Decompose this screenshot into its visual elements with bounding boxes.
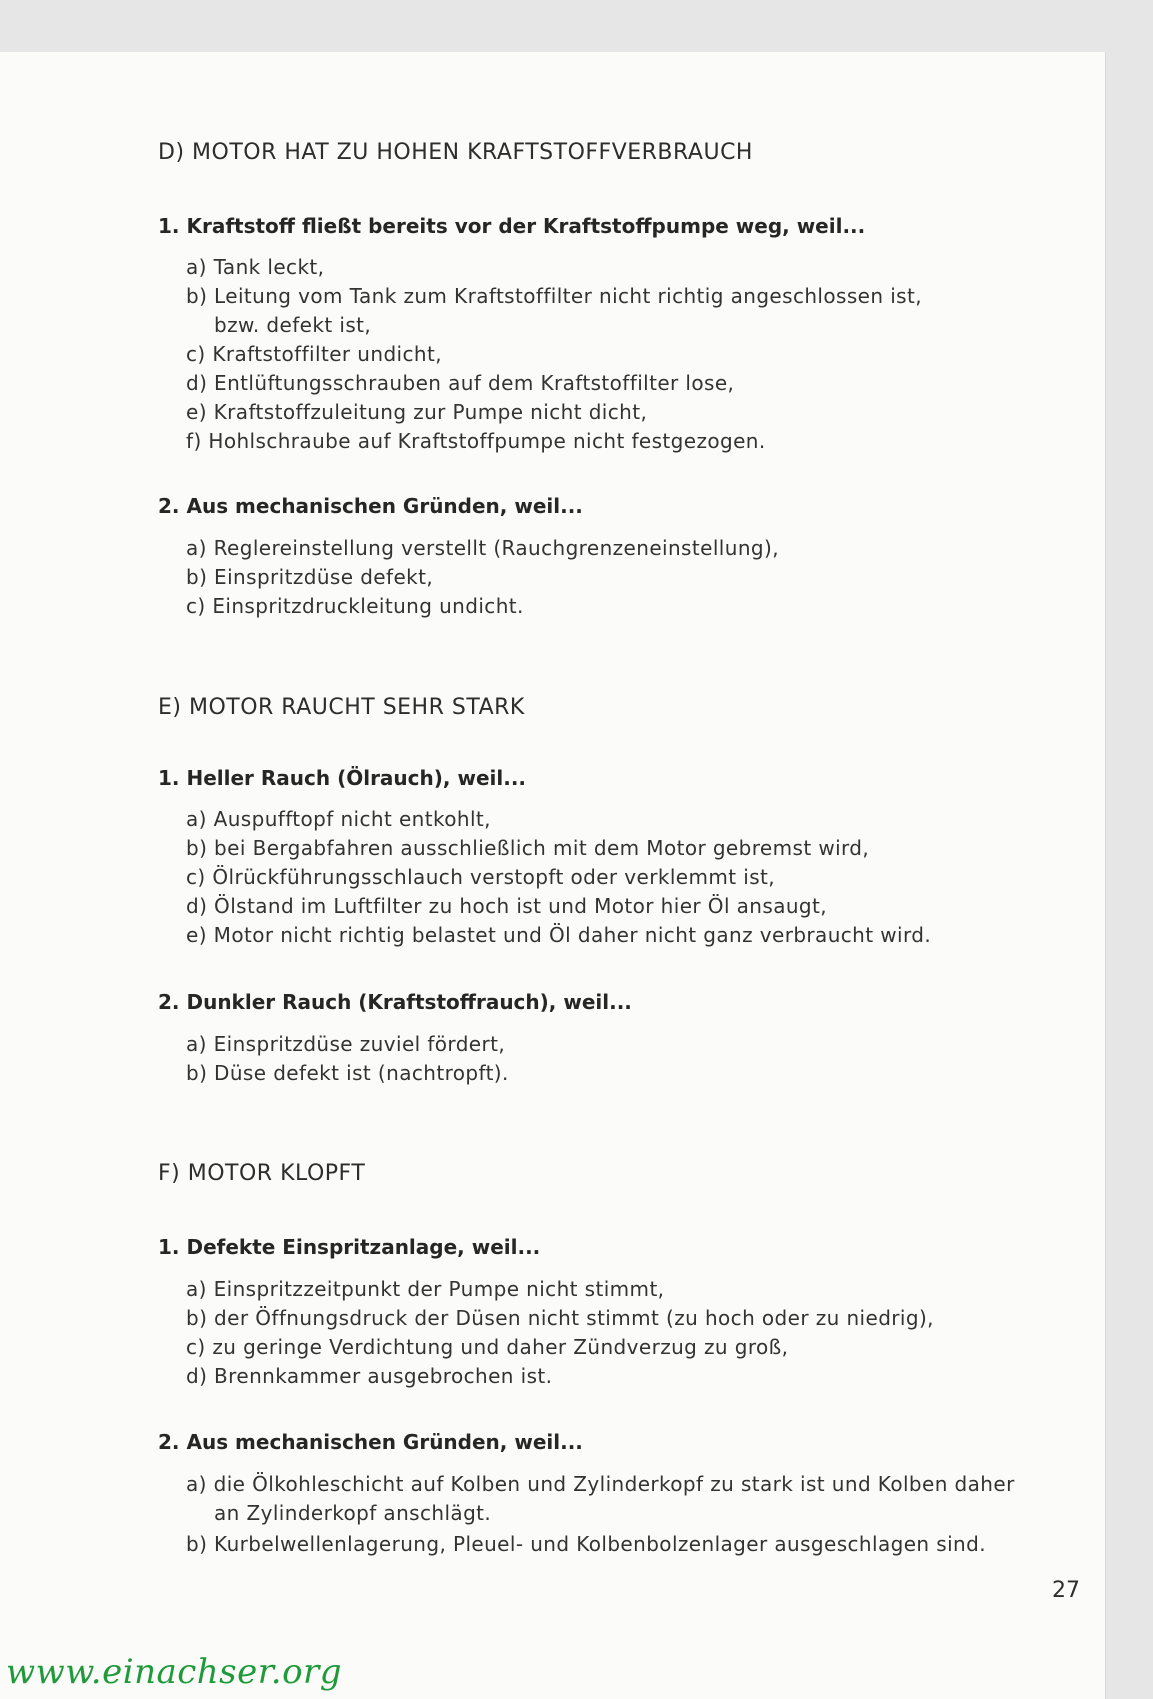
list-item: a) die Ölkohleschicht auf Kolben und Zylinderkopf zu stark ist und Kolben daher	[186, 1472, 1015, 1496]
list-item: e) Motor nicht richtig belastet und Öl daher nicht ganz verbraucht wird.	[186, 923, 932, 947]
list-item: a) Auspufftopf nicht entkohlt,	[186, 807, 491, 831]
list-item-continuation: bzw. defekt ist,	[214, 313, 372, 337]
subsection-title-f2: 2. Aus mechanischen Gründen, weil...	[158, 1430, 583, 1454]
subsection-title-e2: 2. Dunkler Rauch (Kraftstoffrauch), weil...	[158, 990, 632, 1014]
list-item: a) Reglereinstellung verstellt (Rauchgrenzeneinstellung),	[186, 536, 779, 560]
list-item: a) Tank leckt,	[186, 255, 325, 279]
list-item: c) Einspritzdruckleitung undicht.	[186, 594, 524, 618]
section-heading-e: E) MOTOR RAUCHT SEHR STARK	[158, 695, 525, 720]
list-item: d) Ölstand im Luftfilter zu hoch ist und Motor hier Öl ansaugt,	[186, 894, 828, 918]
list-item-continuation: an Zylinderkopf anschlägt.	[214, 1501, 492, 1525]
list-item: a) Einspritzdüse zuviel fördert,	[186, 1032, 506, 1056]
watermark-url: www.einachser.org	[6, 1652, 343, 1692]
list-item: d) Brennkammer ausgebrochen ist.	[186, 1364, 553, 1388]
section-heading-f: F) MOTOR KLOPFT	[158, 1161, 366, 1186]
list-item: c) Ölrückführungsschlauch verstopft oder verklemmt ist,	[186, 865, 776, 889]
list-item: c) Kraftstoffilter undicht,	[186, 342, 442, 366]
list-item: b) Kurbelwellenlagerung, Pleuel- und Kolbenbolzenlager ausgeschlagen sind.	[186, 1532, 986, 1556]
list-item: c) zu geringe Verdichtung und daher Zündverzug zu groß,	[186, 1335, 789, 1359]
list-item: a) Einspritzzeitpunkt der Pumpe nicht stimmt,	[186, 1277, 665, 1301]
list-item: d) Entlüftungsschrauben auf dem Kraftstoffilter lose,	[186, 371, 735, 395]
list-item: b) Düse defekt ist (nachtropft).	[186, 1061, 509, 1085]
page-number: 27	[1052, 1578, 1080, 1603]
subsection-title-d1: 1. Kraftstoff fließt bereits vor der Kraftstoffpumpe weg, weil...	[158, 214, 866, 238]
list-item: e) Kraftstoffzuleitung zur Pumpe nicht dicht,	[186, 400, 648, 424]
section-heading-d: D) MOTOR HAT ZU HOHEN KRAFTSTOFFVERBRAUCH	[158, 140, 753, 165]
list-item: b) der Öffnungsdruck der Düsen nicht stimmt (zu hoch oder zu niedrig),	[186, 1306, 934, 1330]
list-item: f) Hohlschraube auf Kraftstoffpumpe nicht festgezogen.	[186, 429, 766, 453]
list-item: b) Leitung vom Tank zum Kraftstoffilter nicht richtig angeschlossen ist,	[186, 284, 922, 308]
subsection-title-d2: 2. Aus mechanischen Gründen, weil...	[158, 494, 583, 518]
list-item: b) bei Bergabfahren ausschließlich mit dem Motor gebremst wird,	[186, 836, 870, 860]
subsection-title-f1: 1. Defekte Einspritzanlage, weil...	[158, 1235, 541, 1259]
subsection-title-e1: 1. Heller Rauch (Ölrauch), weil...	[158, 766, 527, 790]
list-item: b) Einspritzdüse defekt,	[186, 565, 434, 589]
